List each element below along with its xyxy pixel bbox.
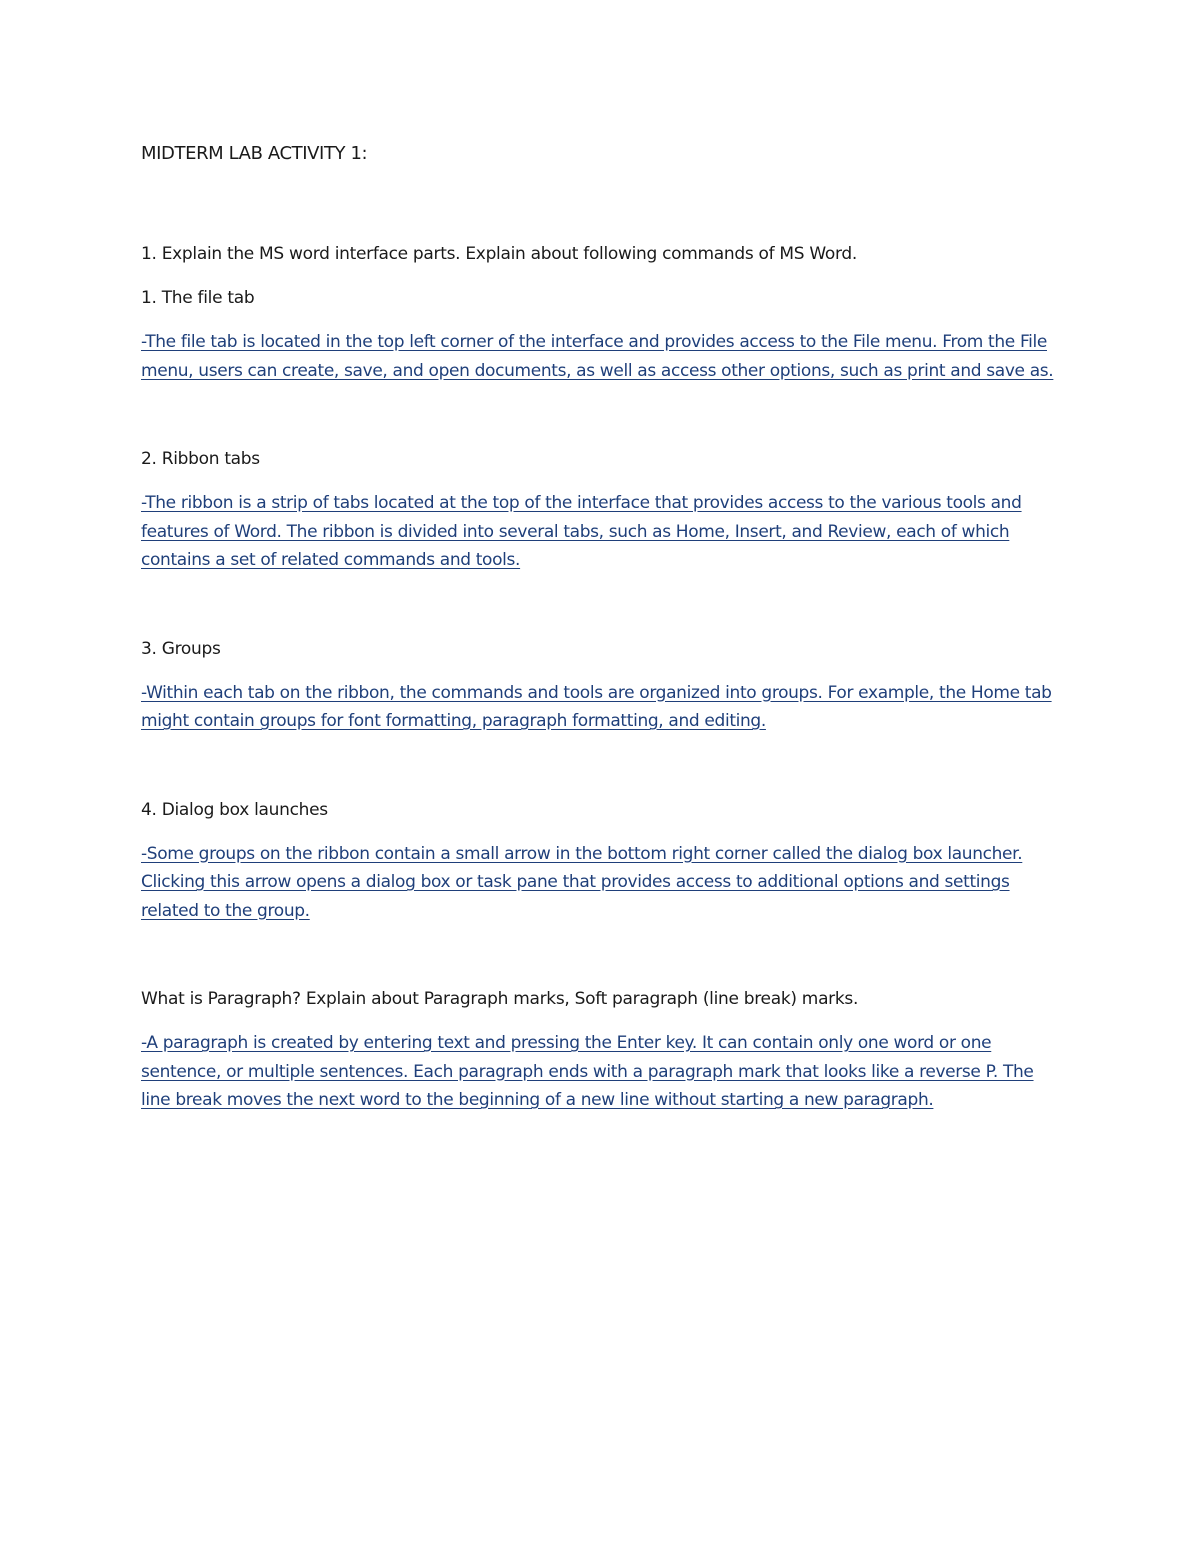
- section-heading: 2. Ribbon tabs: [141, 449, 260, 469]
- spacer: [141, 925, 1061, 985]
- section-ribbon-tabs: [141, 445, 1061, 575]
- question-prompt: 1. Explain the MS word interface parts. Explain about following commands of MS Word.: [141, 244, 857, 264]
- section-answer: -Some groups on the ribbon contain a small arrow in the bottom right corner called the dialog box launcher. Clicking this arrow opens a dialog box or task pane that provides access to additional options and settings related to the group.: [141, 843, 1023, 921]
- section-heading: What is Paragraph? Explain about Paragraph marks, Soft paragraph (line break) marks.: [141, 989, 859, 1009]
- document-title: MIDTERM LAB ACTIVITY 1:: [141, 143, 368, 164]
- section-paragraph: [141, 985, 1061, 1115]
- spacer: [141, 575, 1061, 635]
- document-page: [141, 140, 1061, 1115]
- section-answer: -A paragraph is created by entering text and pressing the Enter key. It can contain only one word or one sentence, or multiple sentences. Each paragraph ends with a paragraph mark that looks like a reverse P. The line break moves the next word to the beginning of a new line without starting a new paragraph.: [141, 1033, 1034, 1110]
- section-answer: -Within each tab on the ribbon, the commands and tools are organized into groups. For example, the Home tab might contain groups for font formatting, paragraph formatting, and editing.: [141, 682, 1052, 731]
- section-heading: 1. The file tab: [141, 288, 255, 308]
- section-groups: [141, 635, 1061, 736]
- section-heading: 3. Groups: [141, 638, 221, 659]
- spacer: [141, 736, 1061, 796]
- section-dialog-box-launcher: [141, 796, 1061, 926]
- spacer: [141, 385, 1061, 445]
- section-file-tab: [141, 284, 1061, 385]
- section-answer: -The ribbon is a strip of tabs located at the top of the interface that provides access to the various tools and features of Word. The ribbon is divided into several tabs, such as Home, Insert, and Review, each of which contains a set of related commands and tools.: [141, 493, 1022, 570]
- section-heading: 4. Dialog box launches: [141, 799, 328, 820]
- section-answer: -The file tab is located in the top left corner of the interface and provides access to the File menu. From the File menu, users can create, save, and open documents, as well as access other options, such as print and save as.: [141, 332, 1054, 381]
